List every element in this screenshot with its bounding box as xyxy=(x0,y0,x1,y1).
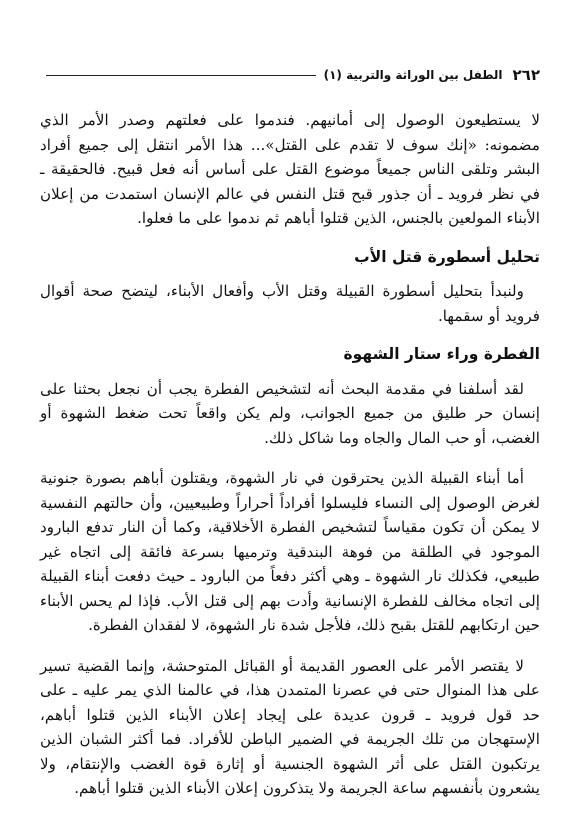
running-title: الطفل بين الوراثة والتربية (١) xyxy=(323,68,503,82)
page-body xyxy=(40,108,540,805)
header-rule xyxy=(46,75,316,76)
paragraph-1: لا يستطيعون الوصول إلى أمانيهم. فندموا على فعلتهم وصدر الأمر الذي مضمونه: «إنك سوف لا تقدم على القتل»... هذا الأمر انتقل إلى جميع أفراد البشر وتلقى الناس جميعاً موضوع القتل على أساس أنه فعل قبيح. فالحقيقة ـ في نظر فرويد ـ أن جذور قبح قتل النفس في عالم الإنسان استمدت من إعلان الأبناء المولعين بالجنس، الذين قتلوا أباهم ثم ندموا على ما فعلوا. xyxy=(40,111,540,227)
section-heading-1: تحليل أسطورة قتل الأب xyxy=(354,247,540,266)
section-heading-2: الفطرة وراء ستار الشهوة xyxy=(343,345,540,363)
running-header xyxy=(38,64,540,86)
paragraph-2: ولنبدأ بتحليل أسطورة القبيلة وقتل الأب وأفعال الأبناء، ليتضح صحة أقوال فرويد أو سقمها. xyxy=(40,282,540,325)
page-number: ٢٦٢ xyxy=(512,66,540,84)
paragraph-3: لقد أسلفنا في مقدمة البحث أنه لتشخيص الفطرة يجب أن نجعل بحثنا على إنسان حر طليق من جميع الجوانب، ولم يكن واقعاً تحت ضغط الشهوة أو الغضب، أو حب المال والجاه وما شاكل ذلك. xyxy=(40,379,540,447)
paragraph-5: لا يقتصر الأمر على العصور القديمة أو القبائل المتوحشة، وإنما القضية تسير على هذا المنوال حتى في عصرنا المتمدن هذا، في عالمنا الذي يمر عليه ـ على حد قول فرويد ـ قرون عديدة على إيجاد إعلان الأبناء الذين قتلوا أباهم، الإستهجان من تلك الجريمة في الضمير الباطن للأفراد. فما أكثر الشبان الذين يرتكبون القتل على أثر الشهوة الجنسية أو إثارة قوة الغضب والإنتقام، ولا يشعرون بأنفسهم ساعة الجريمة ولا يتذكرون إعلان الأبناء الذين قتلوا أباهم. xyxy=(40,656,540,797)
paragraph-4: أما أبناء القبيلة الذين يحترقون في نار الشهوة، ويقتلون أباهم بصورة جنونية لغرض الوصول إلى النساء فليسلوا أفراداً أحراراً وطبيعيين، وأن حالتهم النفسية لا يمكن أن تكون مقياساً لتشخيص الفطرة الأخلاقية، وكما أن النار تدفع البارود الموجود في الطلقة من فوهة البندقية وترميها بسرعة فائقة إلى اتجاه غير طبيعي، فكذلك نار الشهوة ـ وهي أكثر دفعاً من البارود ـ حيث دفعت أبناء القبيلة إلى اتجاه مخالف للفطرة الإنسانية وأدت بهم إلى قتل الأب. فإذا لم يحس الأبناء حين ارتكابهم للقتل بقبح ذلك، فلأجل شدة نار الشهوة، لا لفقدان الفطرة. xyxy=(40,469,540,634)
